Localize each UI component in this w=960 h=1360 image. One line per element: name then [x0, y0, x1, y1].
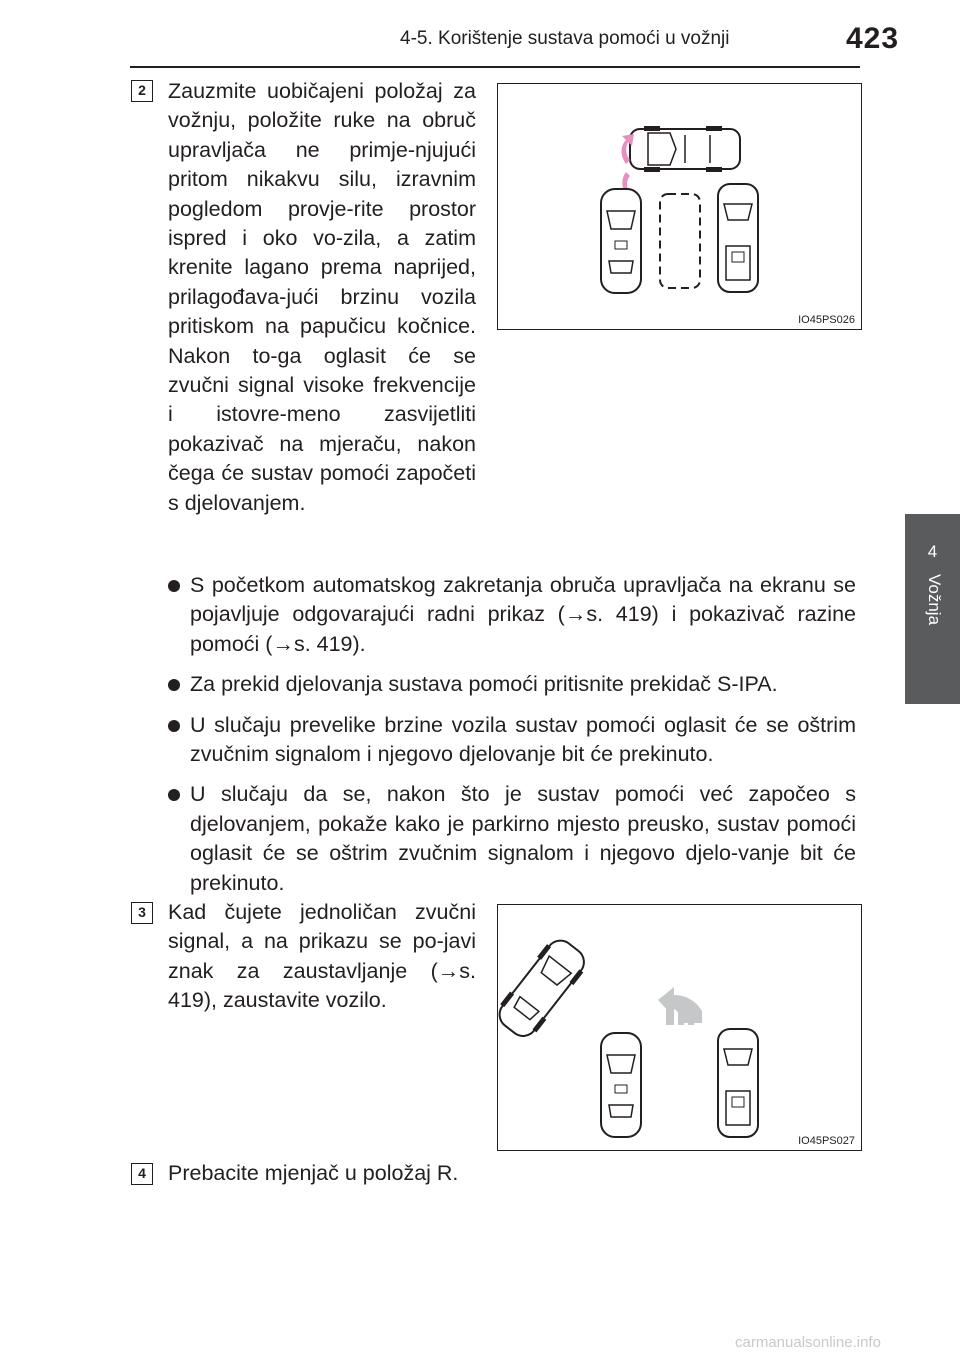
list-item: S početkom automatskog zakretanja obruča upravljača na ekranu se pojavljuje odgovarajući radni prikaz (→s. 419) i pokazivač razine pomoći (→s. 419). [168, 571, 856, 659]
header-divider [130, 66, 860, 68]
target-parking-space [660, 194, 700, 288]
parking-start-illustration [498, 84, 860, 328]
bullet-icon [168, 580, 180, 592]
bullet-icon [168, 789, 180, 801]
figure-code: IO45PS026 [798, 314, 855, 326]
parked-car-right-icon [718, 1029, 758, 1137]
figure-stop-sign [497, 904, 862, 1151]
grey-arrow-icon [658, 987, 702, 1025]
chapter-label: Vožnja [925, 574, 944, 626]
bullet-list [168, 571, 856, 909]
bullet-icon [168, 720, 180, 732]
figure-code: IO45PS027 [798, 1135, 855, 1147]
stop-position-illustration [498, 905, 860, 1149]
step-4-text: Prebacite mjenjač u položaj R. [168, 1161, 459, 1185]
step-3-text: Kad čujete jednoličan zvučni signal, a na prikazu se po-javi znak za zaustavljanje (→s. 419), zaustavite vozilo. [168, 900, 476, 1013]
angled-car-icon [498, 933, 592, 1043]
step-number-box: 4 [131, 1163, 153, 1185]
watermark: carmanualsonline.info [735, 1334, 881, 1351]
step-2-text: Zauzmite uobičajeni položaj za vožnju, položite ruke na obruč upravljača ne primje-njujući pritom nikakvu silu, izravnim pogledom provje-rite prostor ispred i oko vo-zila, a zatim krenite lagano prema naprijed, prilagođava-jući brzinu vozila pritiskom na papučicu kočnice. Nakon to-ga oglasit će se zvučni signal visoke frekvencije i istovre-meno zasvijetliti pokazivač na mjeraču, nakon čega će sustav pomoći započeti s djelovanjem. [168, 79, 476, 515]
step-number-box: 3 [131, 902, 153, 924]
header-section-title: 4-5. Korištenje sustava pomoći u vožnji [400, 28, 730, 49]
chapter-number: 4 [927, 542, 938, 561]
parked-car-left-icon [601, 1033, 641, 1137]
chapter-side-tab[interactable] [905, 514, 960, 704]
moving-car-icon [630, 126, 740, 172]
parked-car-left-icon [601, 189, 641, 293]
step-number-box: 2 [131, 80, 153, 102]
parked-car-right-icon [718, 184, 758, 292]
page-number: 423 [846, 22, 900, 55]
figure-parking-start [497, 83, 862, 330]
list-item: U slučaju prevelike brzine vozila sustav pomoći oglasit će se oštrim zvučnim signalom i njegovo djelovanje bit će prekinuto. [168, 711, 856, 770]
list-item: U slučaju da se, nakon što je sustav pomoći već započeo s djelovanjem, pokaže kako je parkirno mjesto preusko, sustav pomoći oglasit će se oštrim zvučnim signalom i njegovo djelo-vanje bit će prekinuto. [168, 780, 856, 898]
list-item: Za prekid djelovanja sustava pomoći pritisnite prekidač S-IPA. [168, 670, 856, 699]
bullet-icon [168, 679, 180, 691]
